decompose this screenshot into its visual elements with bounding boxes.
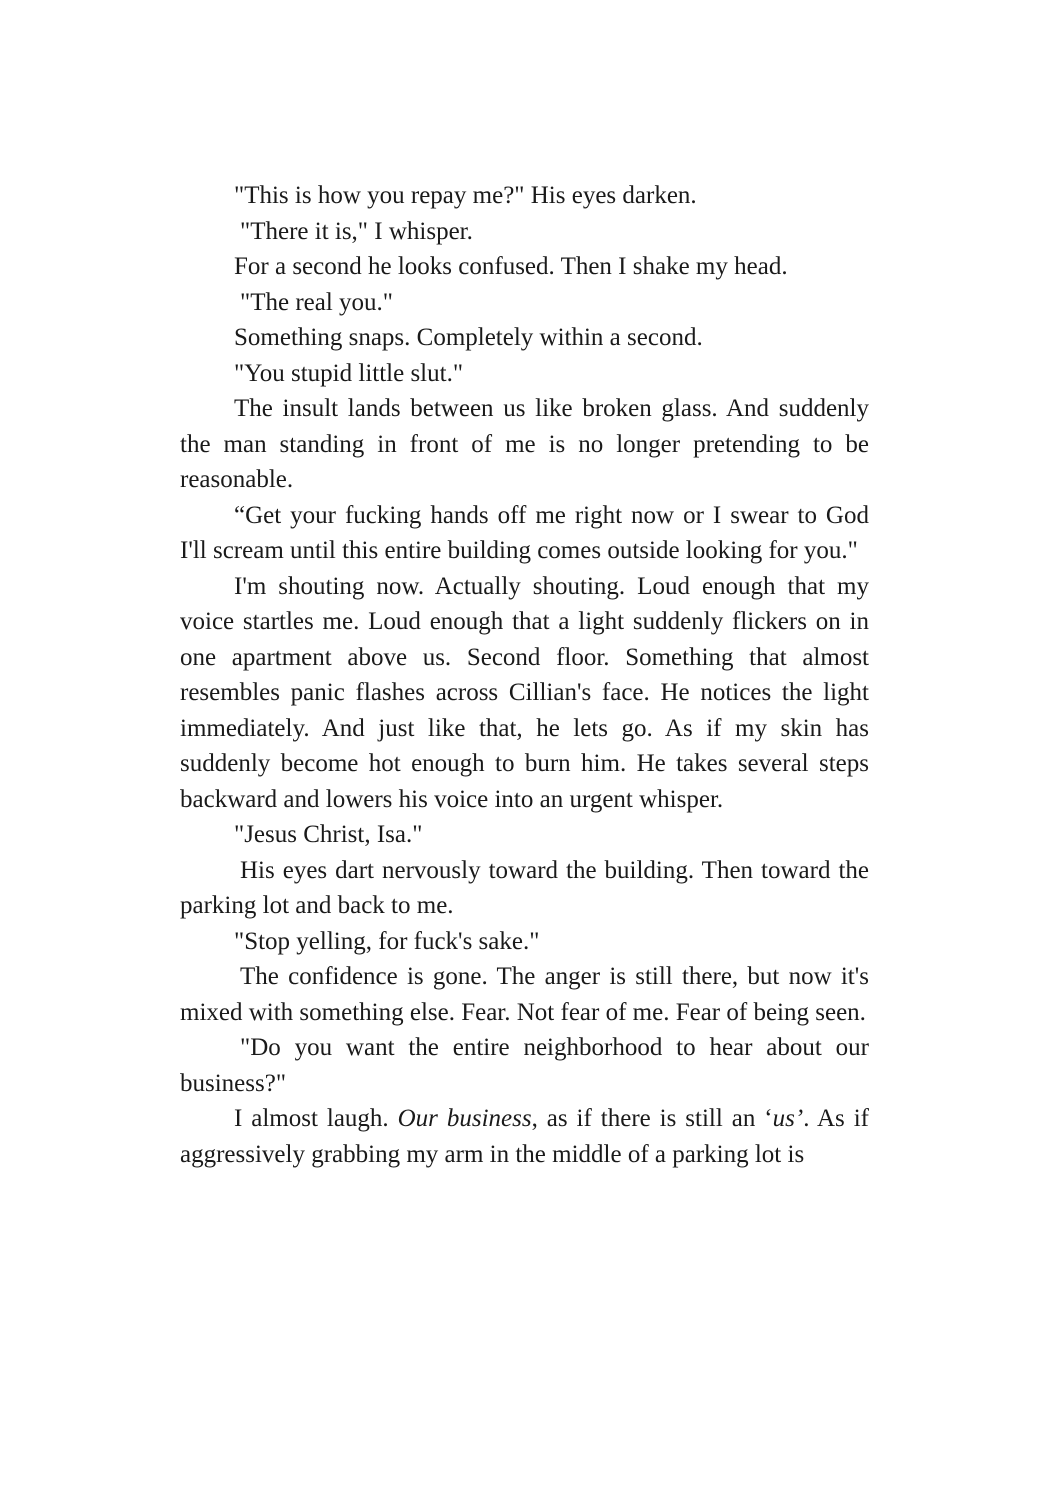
body-text [180,178,869,1172]
paragraph: For a second he looks confused. Then I shake my head. [234,253,788,280]
paragraph: "Do you want the entire neighborhood to hear about our business?" [180,1034,869,1097]
italic-text: Our business [397,1105,532,1132]
paragraph: "The real you." [240,288,393,316]
paragraph: “Get your fucking hands off me right now or I swear to God I'll scream until this entire building comes outside looking for you." [180,501,869,564]
paragraph: The confidence is gone. The anger is still there, but now it's mixed with something else. Fear. Not fear of me. Fear of being seen. [180,963,869,1026]
paragraph: "This is how you repay me?" His eyes darken. [234,182,697,209]
text-run: I almost laugh. [234,1105,398,1132]
paragraph: "There it is," I whisper. [240,217,473,245]
paragraph: Something snaps. Completely within a second. [234,324,703,351]
paragraph: "Stop yelling, for fuck's sake." [234,927,540,955]
paragraph: I'm shouting now. Actually shouting. Loud enough that my voice startles me. Loud enough that a light suddenly flickers on in one apartment above us. Second floor. Something that almost resembles panic flashes across Cillian's face. He notices the light immediately. And just like that, he lets go. As if my skin has suddenly become hot enough to burn him. He takes several steps backward and lowers his voice into an urgent whisper. [180,572,869,813]
text-run: . As if aggressively grabbing my arm in the middle of a parking lot is [180,1105,870,1168]
italic-text: us’ [772,1105,804,1132]
paragraph-last [180,1101,869,1172]
text-run: , as if there is still an ‘ [531,1105,773,1132]
paragraph: "You stupid little slut." [234,359,464,387]
paragraph: The insult lands between us like broken glass. And suddenly the man standing in front of me is no longer pretending to be reasonable. [180,395,869,493]
paragraph: His eyes dart nervously toward the building. Then toward the parking lot and back to me. [180,856,869,919]
paragraph: "Jesus Christ, Isa." [234,821,423,848]
